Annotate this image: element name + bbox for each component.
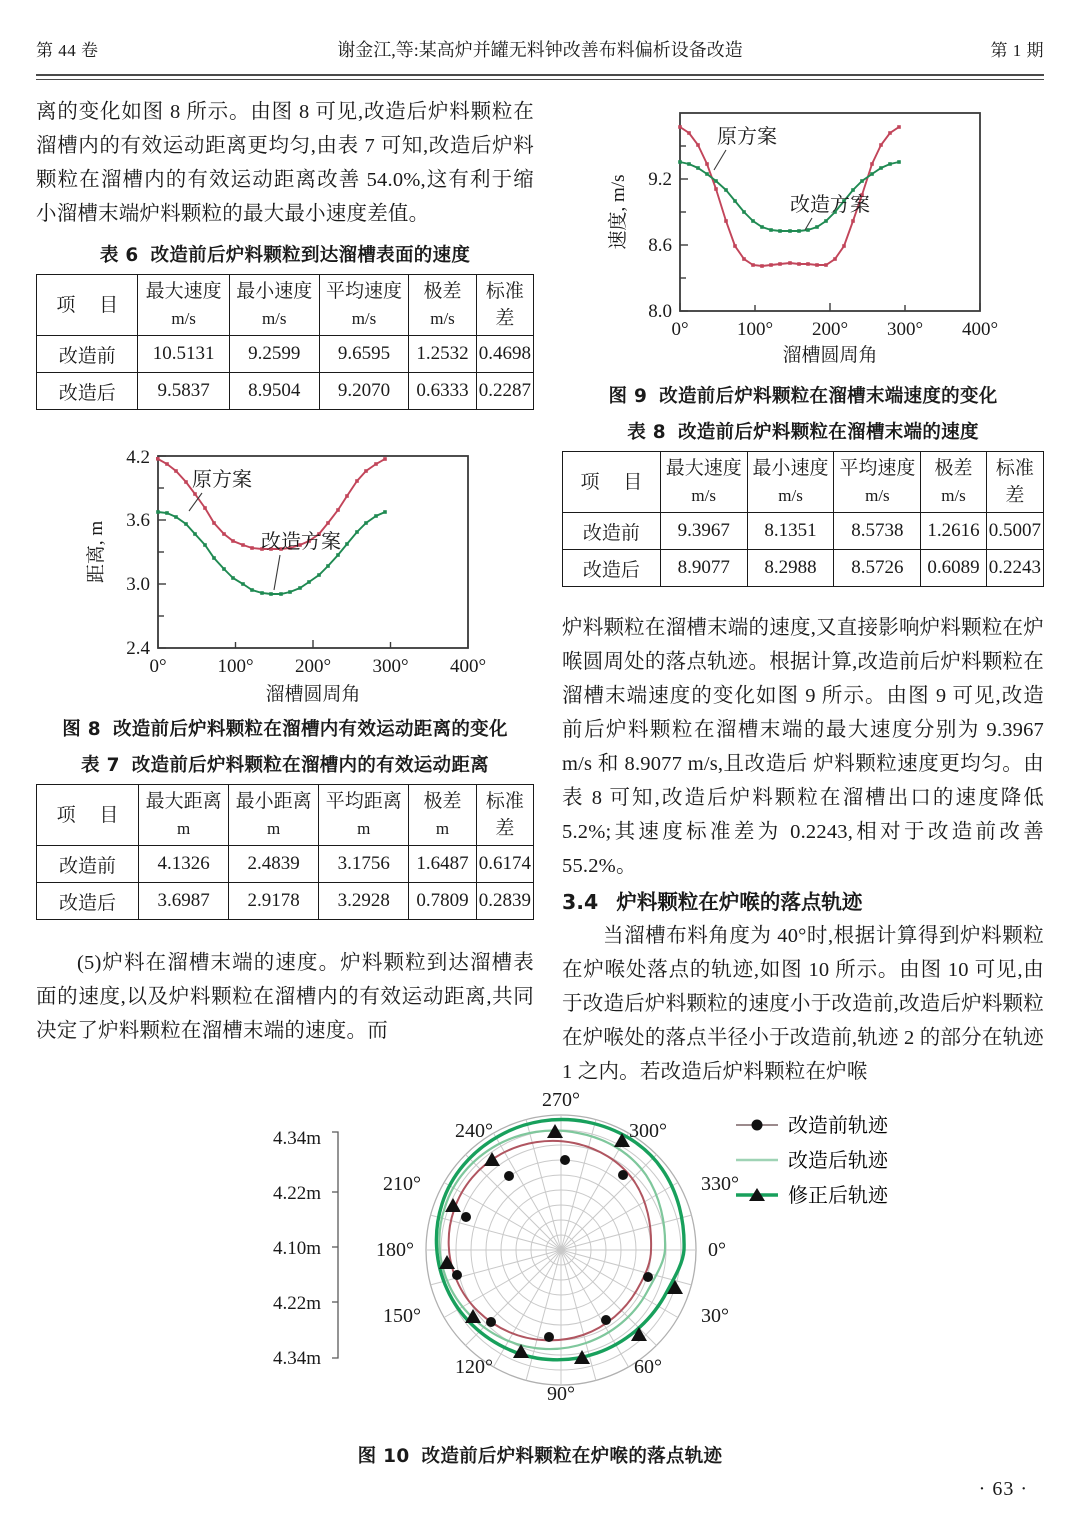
table8-row0-v4: 0.5007 [986,513,1043,550]
table6-header-row [37,275,534,336]
svg-text:4.22m: 4.22m [272,1293,321,1314]
figure8-caption [36,715,534,741]
svg-text:300°: 300° [886,319,924,340]
svg-text:200°: 200° [811,319,849,340]
figure9-annotation-original: 原方案 [717,126,777,148]
svg-text:0°: 0° [671,319,689,340]
figure8-annotation-original: 原方案 [192,469,252,491]
figure9-x-ticks [680,303,980,311]
svg-text:8.6: 8.6 [648,235,672,256]
figure8-x-ticks [158,640,468,648]
table-row [37,336,534,373]
angle-label-150: 150° [383,1305,421,1327]
table6-row0-v2: 9.6595 [319,336,409,373]
table6-caption [36,241,534,267]
legend-item-before [736,1113,889,1137]
figure9-leader-original [714,150,726,170]
table7-header-std: 标准差 [476,785,533,846]
table8-row1-v2: 8.5726 [834,550,921,587]
table7-row0-label: 改造前 [37,846,139,883]
figure10-legend [736,1113,889,1207]
table-row [563,550,1044,587]
angle-label-210: 210° [383,1173,421,1195]
table8-row0-v2: 8.5738 [834,513,921,550]
table8-caption-text: 改造前后炉料颗粒在溜槽末端的速度 [677,422,979,443]
legend-item-corrected [736,1183,889,1207]
svg-text:2.4: 2.4 [126,638,150,659]
table8-header-min: 最小速度 m/s [747,452,834,513]
figure9-annotation-modified: 改造方案 [790,194,870,216]
figure8-series-modified-markers [156,510,387,596]
table8-caption [562,418,1044,444]
svg-text:200°: 200° [294,656,332,677]
figure8-leader-modified [274,555,280,590]
svg-text:100°: 100° [217,656,254,677]
svg-text:4.34m: 4.34m [272,1348,321,1369]
table7-header-range: 极差 m [409,785,476,846]
header-rule-thick [36,74,1044,76]
table-row [37,373,534,410]
figure8-series-modified [158,512,385,594]
running-head [36,36,1044,72]
figure10-radial-axis-bracket [332,1132,338,1358]
table6-caption-text: 改造前后炉料颗粒到达溜槽表面的速度 [150,245,471,266]
angle-label-0: 0° [708,1239,726,1261]
figure10-radial-tick-labels [273,1128,321,1369]
table6 [36,274,534,410]
table8-header-std: 标准差 [986,452,1043,513]
table6-row1-v3: 0.6333 [409,373,476,410]
table7-caption-number: 表 7 [81,755,120,776]
figure10-caption [36,1442,1044,1468]
figure9-caption-number: 图 9 [608,386,648,407]
table7-row1-v4: 0.2839 [476,883,533,920]
svg-text:3.0: 3.0 [126,574,150,595]
table8-header-row [563,452,1044,513]
svg-text:8.0: 8.0 [648,301,672,322]
table7-row1-label: 改造后 [37,883,139,920]
table7-row1-v3: 0.7809 [409,883,476,920]
table7-header-item: 项 目 [37,785,139,846]
table7-row1-v2: 3.2928 [319,883,409,920]
figure8-x-tick-labels [149,656,486,677]
table-row [37,883,534,920]
figure9-y-ticks [680,146,688,311]
table6-header-item: 项 目 [37,275,138,336]
right-column [562,95,1044,1089]
table8-row0-v3: 1.2616 [921,513,986,550]
svg-text:3.6: 3.6 [126,510,150,531]
figure8-annotation-modified: 改造方案 [261,531,341,553]
table8-row1-label: 改造后 [563,550,661,587]
table7-row0-v2: 3.1756 [319,846,409,883]
figure10-caption-number: 图 10 [357,1446,410,1467]
svg-text:400°: 400° [961,319,999,340]
angle-label-330: 330° [701,1173,739,1195]
angle-label-90: 90° [547,1383,575,1405]
legend-item-after [736,1148,889,1172]
table6-header-avg: 平均速度 m/s [319,275,409,336]
figure8-chart [36,438,534,713]
figure9-y-axis-title: 速度, m/s [608,174,629,250]
figure9-x-tick-labels [671,319,998,340]
article-running-title: 谢金江,等:某高炉并罐无料钟改善布料偏析设备改造 [337,40,743,60]
figure8-y-ticks [158,456,166,648]
figure8-y-tick-labels [126,447,150,659]
figure8-caption-number: 图 8 [62,719,101,740]
svg-text:4.34m: 4.34m [272,1128,321,1149]
angle-label-120: 120° [455,1356,493,1378]
svg-text:4.22m: 4.22m [272,1183,321,1204]
table-row [37,846,534,883]
table6-row0-label: 改造前 [37,336,138,373]
table8-header-max: 最大速度 m/s [660,452,747,513]
table7-row1-v1: 2.9178 [229,883,319,920]
figure9-caption [562,382,1044,408]
figure9-y-tick-labels [648,169,672,322]
table7 [36,784,534,920]
figure10-chart [36,1080,1044,1420]
table6-row0-v1: 9.2599 [229,336,319,373]
table8-row0-v0: 9.3967 [660,513,747,550]
table8-row1-v4: 0.2243 [986,550,1043,587]
table8-row1-v0: 8.9077 [660,550,747,587]
figure10-polar-grid-spokes [426,1115,696,1385]
table6-row1-v0: 9.5837 [138,373,229,410]
table6-header-min: 最小速度 m/s [229,275,319,336]
right-paragraph-1: 炉料颗粒在溜槽末端的速度,又直接影响炉料颗粒在炉喉圆周处的落点轨迹。根据计算,改造前后炉料颗粒在溜槽末端速度的变化如图 9 所示。由图 9 可见,改造前后炉料颗粒在溜槽末端的最大速度分别为 9.3967 m/s 和 8.9077 m/s,且改造后 炉料颗粒速度更均匀。由表 8 可知,改造后炉料颗粒在溜槽出口的速度降低 5.2%;其速度标准差为 0.2243,相对于改造前改善 55.2%。 [562,617,1044,877]
legend-label-before: 改造前轨迹 [788,1113,888,1137]
table7-row1-v0: 3.6987 [139,883,229,920]
svg-text:0°: 0° [149,656,167,677]
table7-header-row [37,785,534,846]
page-number: · 63 · [978,1478,1028,1500]
right-paragraph-2: 当溜槽布料角度为 40°时,根据计算得到炉料颗粒在炉喉处落点的轨迹,如图 10 所示。由图 10 可见,由于改造后炉料颗粒的速度小于改造前,改造后炉料颗粒在炉喉处的落点半径小于改造前,轨迹 2 的部分在轨迹 1 之内。若改造后炉料颗粒在炉喉 [562,925,1044,1083]
table7-row0-v0: 4.1326 [139,846,229,883]
table6-header-max: 最大速度 m/s [138,275,229,336]
table6-row1-v4: 0.2287 [476,373,533,410]
table6-row1-v2: 9.2070 [319,373,409,410]
table8-header-avg: 平均速度 m/s [834,452,921,513]
volume-label: 第 44 卷 [36,41,99,60]
svg-text:400°: 400° [449,656,487,677]
table6-row1-label: 改造后 [37,373,138,410]
table8 [562,451,1044,587]
table7-row0-v3: 1.6487 [409,846,476,883]
figure8-x-axis-title: 溜槽圆周角 [265,684,361,705]
svg-text:4.10m: 4.10m [272,1238,321,1259]
left-column [36,95,534,1048]
table7-caption [36,751,534,777]
angle-label-60: 60° [634,1356,662,1378]
legend-label-after: 改造后轨迹 [788,1148,888,1172]
header-rule-thin [36,79,1044,80]
table7-row0-v1: 2.4839 [229,846,319,883]
table6-row0-v3: 1.2532 [409,336,476,373]
svg-text:4.2: 4.2 [126,447,150,468]
svg-text:300°: 300° [372,656,409,677]
left-paragraph-1: 离的变化如图 8 所示。由图 8 可见,改造后炉料颗粒在溜槽内的有效运动距离更均匀,由表 7 可知,改造后炉料颗粒在溜槽内的有效运动距离改善 54.0%,这有利于缩小溜槽末端炉料颗粒的最大最小速度差值。 [36,101,534,225]
angle-label-30: 30° [701,1305,729,1327]
section-title: 炉料颗粒在炉喉的落点轨迹 [616,890,863,914]
legend-label-corrected: 修正后轨迹 [788,1183,888,1207]
figure8-y-axis-title: 距离, m [86,520,107,584]
table6-row0-v0: 10.5131 [138,336,229,373]
table7-caption-text: 改造前后炉料颗粒在溜槽内的有效运动距离 [131,755,489,776]
table7-row0-v4: 0.6174 [476,846,533,883]
issue-label: 第 1 期 [990,41,1044,60]
angle-label-270: 270° [542,1089,580,1111]
figure9-chart [562,95,1044,372]
table7-header-max: 最大距离 m [139,785,229,846]
table8-header-item: 项 目 [563,452,661,513]
table8-row0-label: 改造前 [563,513,661,550]
figure9-caption-text: 改造前后炉料颗粒在溜槽末端速度的变化 [659,386,998,407]
figure9-x-axis-title: 溜槽圆周角 [782,345,878,366]
table6-row0-v4: 0.4698 [476,336,533,373]
angle-label-300: 300° [629,1120,667,1142]
table8-caption-number: 表 8 [627,422,666,443]
svg-text:100°: 100° [736,319,774,340]
figure8-svg [36,438,534,708]
figure10-svg [36,1080,1044,1420]
table7-header-min: 最小距离 m [229,785,319,846]
figure10-series-corrected [436,1120,684,1360]
angle-label-180: 180° [376,1239,414,1261]
table-row [563,513,1044,550]
table8-row1-v1: 8.2988 [747,550,834,587]
left-paragraph-2: (5)炉料在溜槽末端的速度。炉料颗粒到达溜槽表面的速度,以及炉料颗粒在溜槽内的有效运动距离,共同决定了炉料颗粒在溜槽末端的速度。而 [36,952,534,1042]
table6-header-range: 极差 m/s [409,275,476,336]
figure8-caption-text: 改造前后炉料颗粒在溜槽内有效运动距离的变化 [112,719,508,740]
table7-header-avg: 平均距离 m [319,785,409,846]
table8-row0-v1: 8.1351 [747,513,834,550]
table6-row1-v1: 8.9504 [229,373,319,410]
section-number: 3.4 [562,890,599,914]
table6-header-std: 标准差 [476,275,533,336]
table8-row1-v3: 0.6089 [921,550,986,587]
svg-text:9.2: 9.2 [648,169,672,190]
angle-label-240: 240° [455,1120,493,1142]
table6-caption-number: 表 6 [99,245,139,266]
figure9-svg [562,95,1044,367]
table8-header-range: 极差 m/s [921,452,986,513]
figure10-caption-text: 改造前后炉料颗粒在炉喉的落点轨迹 [421,1446,723,1467]
section-heading-3-4 [562,885,1044,919]
